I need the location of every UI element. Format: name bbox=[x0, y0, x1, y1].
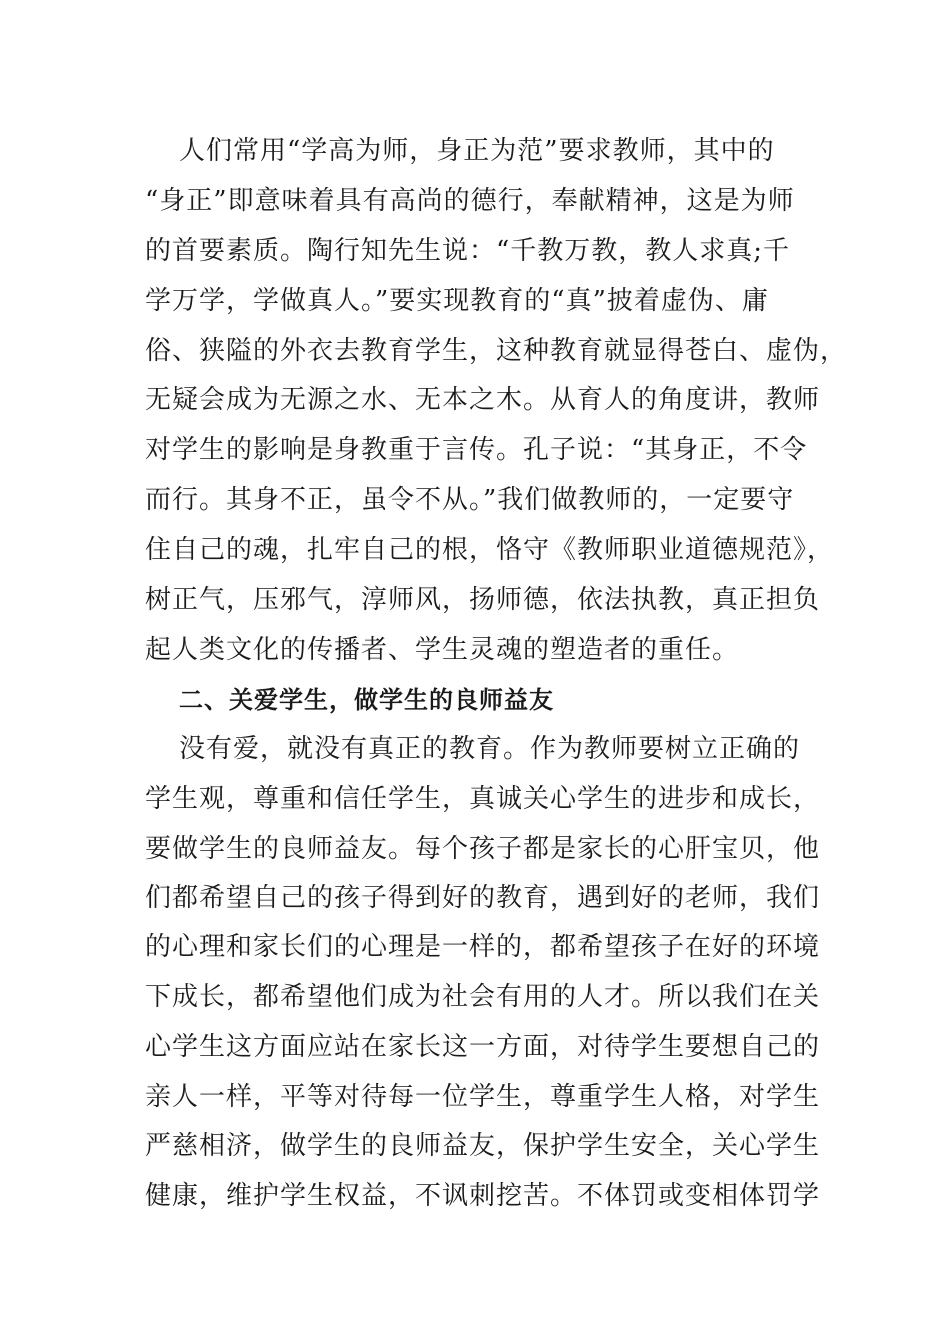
paragraph-line: 们都希望自己的孩子得到好的教育，遇到好的老师，我们 bbox=[145, 883, 821, 913]
paragraph-line: 人们常用“学高为师，身正为范”要求教师，其中的 bbox=[179, 136, 775, 166]
paragraph-line: 对学生的影响是身教重于言传。孔子说：“其身正，不令 bbox=[145, 435, 808, 465]
paragraph-line: 树正气，压邪气，淳师风，扬师德，依法执教，真正担负 bbox=[145, 585, 821, 615]
paragraph-line: 健康，维护学生权益，不讽刺挖苦。不体罚或变相体罚学 bbox=[145, 1181, 821, 1211]
paragraph-line: “身正”即意味着具有高尚的德行，奉献精神，这是为师 bbox=[145, 186, 795, 216]
paragraph-line: 住自己的魂，扎牢自己的根，恪守《教师职业道德规范》， bbox=[145, 535, 835, 565]
paragraph-line: 严慈相济，做学生的良师益友，保护学生安全，关心学生 bbox=[145, 1131, 821, 1161]
paragraph-line: 学万学，学做真人。”要实现教育的“真”披着虚伪、庸 bbox=[145, 286, 769, 316]
paragraph-line: 心学生这方面应站在家长这一方面，对待学生要想自己的 bbox=[145, 1032, 821, 1062]
paragraph-line: 俗、狭隘的外衣去教育学生，这种教育就显得苍白、虚伪， bbox=[145, 336, 848, 366]
paragraph-line: 的首要素质。陶行知先生说：“千教万教，教人求真;千 bbox=[145, 236, 791, 266]
paragraph-line: 没有爱，就没有真正的教育。作为教师要树立正确的 bbox=[179, 734, 801, 764]
paragraph-line: 亲人一样，平等对待每一位学生，尊重学生人格，对学生 bbox=[145, 1082, 821, 1112]
paragraph-line: 的心理和家长们的心理是一样的，都希望孩子在好的环境 bbox=[145, 932, 821, 962]
section-heading: 二、关爱学生，做学生的良师益友 bbox=[179, 686, 554, 714]
paragraph-line: 下成长，都希望他们成为社会有用的人才。所以我们在关 bbox=[145, 982, 821, 1012]
paragraph-line: 起人类文化的传播者、学生灵魂的塑造者的重任。 bbox=[145, 635, 740, 665]
paragraph-line: 而行。其身不正，虽令不从。”我们做教师的，一定要守 bbox=[145, 485, 795, 515]
paragraph-line: 无疑会成为无源之水、无本之木。从育人的角度讲，教师 bbox=[145, 385, 821, 415]
paragraph-line: 学生观，尊重和信任学生，真诚关心学生的进步和成长， bbox=[145, 784, 821, 814]
paragraph-line: 要做学生的良师益友。每个孩子都是家长的心肝宝贝，他 bbox=[145, 834, 821, 864]
